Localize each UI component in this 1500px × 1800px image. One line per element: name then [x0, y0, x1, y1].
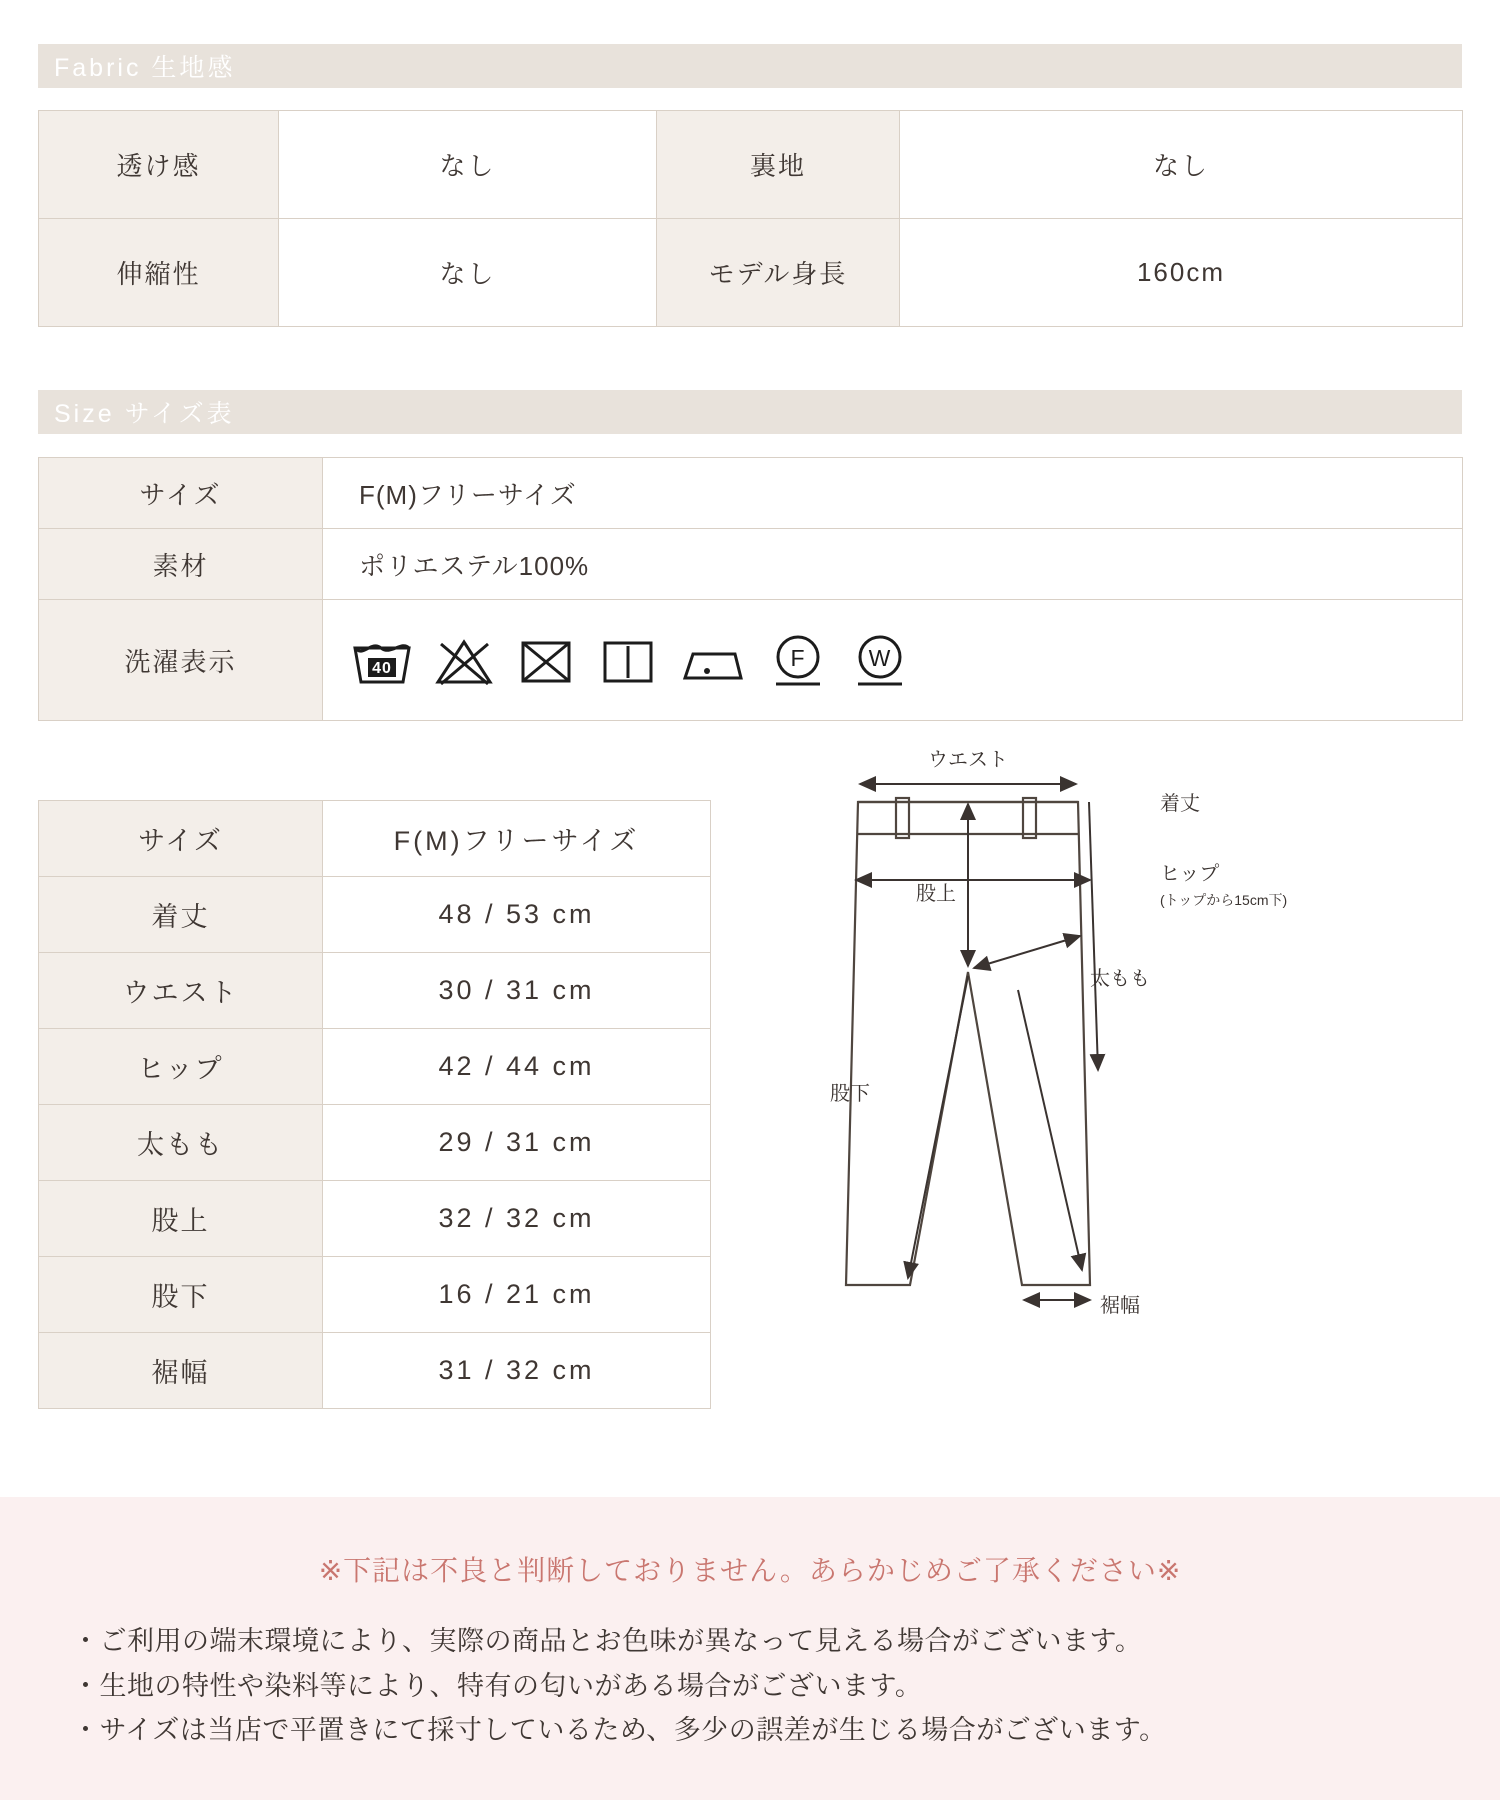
table-row [39, 1105, 711, 1181]
table-row [39, 953, 711, 1029]
table-row [39, 1333, 711, 1409]
list-item: ・生地の特性や染料等により、特有の匂いがある場合がございます。 [72, 1670, 923, 1701]
list-item: ・サイズは当店で平置きにて採寸しているため、多少の誤差が生じる場合がございます。 [72, 1715, 1167, 1746]
iron-low-icon [679, 632, 747, 688]
table-row [39, 219, 1463, 327]
table-row [39, 111, 1463, 219]
measure-value-thigh: 29 / 31 cm [323, 1105, 711, 1181]
measure-value-rise: 32 / 32 cm [323, 1181, 711, 1257]
wash-symbols-row [351, 629, 1461, 691]
diagram-label-hem: 裾幅 [1100, 1295, 1140, 1317]
fabric-table [38, 110, 1463, 327]
fabric-value-model-height: 160cm [900, 219, 1463, 327]
measurement-diagram [760, 740, 1460, 1320]
measurement-table [38, 800, 711, 1409]
table-row [39, 1257, 711, 1333]
table-row [39, 1181, 711, 1257]
fabric-section-header [38, 44, 1462, 88]
measure-label-rise: 股上 [39, 1181, 323, 1257]
dryclean-letter: F [790, 645, 806, 671]
diagram-label-inseam: 股下 [830, 1083, 870, 1105]
table-row [39, 600, 1463, 721]
list-item: ・ご利用の端末環境により、実際の商品とお色味が異なって見える場合がございます。 [72, 1626, 1143, 1656]
measure-value-waist: 30 / 31 cm [323, 953, 711, 1029]
table-row [39, 529, 1463, 600]
diagram-label-hip-note: (トップから15cm下) [1160, 892, 1288, 908]
fabric-section-title: Fabric 生地感 [54, 54, 236, 82]
fabric-label-model-height: モデル身長 [657, 219, 900, 327]
size-label-material: 素材 [39, 529, 323, 600]
wetclean-W-icon [849, 629, 911, 691]
size-section-header [38, 390, 1462, 434]
notice-list [0, 1619, 1500, 1753]
measure-header-label: サイズ [39, 801, 323, 877]
measure-value-hem: 31 / 32 cm [323, 1333, 711, 1409]
fabric-value-lining: なし [900, 111, 1463, 219]
no-tumble-dry-icon [515, 632, 577, 688]
fabric-label-stretch: 伸縮性 [39, 219, 279, 327]
no-bleach-icon [433, 632, 495, 688]
measure-label-length: 着丈 [39, 877, 323, 953]
diagram-label-rise: 股上 [916, 883, 956, 905]
wetclean-letter: W [868, 645, 892, 671]
measure-value-hip: 42 / 44 cm [323, 1029, 711, 1105]
thigh-arrow [974, 936, 1080, 968]
fabric-value-sheerness: なし [279, 111, 657, 219]
measure-value-length: 48 / 53 cm [323, 877, 711, 953]
diagram-label-hip: ヒップ [1160, 863, 1220, 885]
line-dry-hang-icon [597, 632, 659, 688]
dryclean-F-icon [767, 629, 829, 691]
diagram-label-length: 着丈 [1160, 793, 1200, 815]
size-basic-table [38, 457, 1463, 721]
measure-label-hem: 裾幅 [39, 1333, 323, 1409]
table-row [39, 801, 711, 877]
size-value-material: ポリエステル100% [323, 529, 1463, 600]
measure-label-hip: ヒップ [39, 1029, 323, 1105]
length-arrow [1089, 802, 1098, 1070]
wash-symbols-cell [323, 600, 1463, 721]
size-label-wash: 洗濯表示 [39, 600, 323, 721]
washing-machine-40-icon [351, 632, 413, 688]
notice-title: ※下記は不良と判断しておりません。あらかじめご了承ください※ [318, 1555, 1182, 1586]
diagram-label-thigh: 太もも [1090, 968, 1150, 990]
fabric-value-stretch: なし [279, 219, 657, 327]
wash-temp-text: 40 [372, 660, 392, 677]
measure-label-waist: ウエスト [39, 953, 323, 1029]
size-label-size: サイズ [39, 458, 323, 529]
fabric-label-sheerness: 透け感 [39, 111, 279, 219]
table-row [39, 458, 1463, 529]
fabric-label-lining: 裏地 [657, 111, 900, 219]
inseam-arrow [908, 976, 968, 1278]
table-row [39, 877, 711, 953]
table-row [39, 1029, 711, 1105]
hem-guide-arrow [1018, 990, 1082, 1270]
diagram-label-waist: ウエスト [928, 749, 1008, 771]
measure-label-thigh: 太もも [39, 1105, 323, 1181]
notice-block [0, 1497, 1500, 1800]
measure-label-inseam: 股下 [39, 1257, 323, 1333]
measure-header-value: F(M)フリーサイズ [323, 801, 711, 877]
size-section-title: Size サイズ表 [54, 400, 235, 428]
size-value-size: F(M)フリーサイズ [323, 458, 1463, 529]
measure-value-inseam: 16 / 21 cm [323, 1257, 711, 1333]
